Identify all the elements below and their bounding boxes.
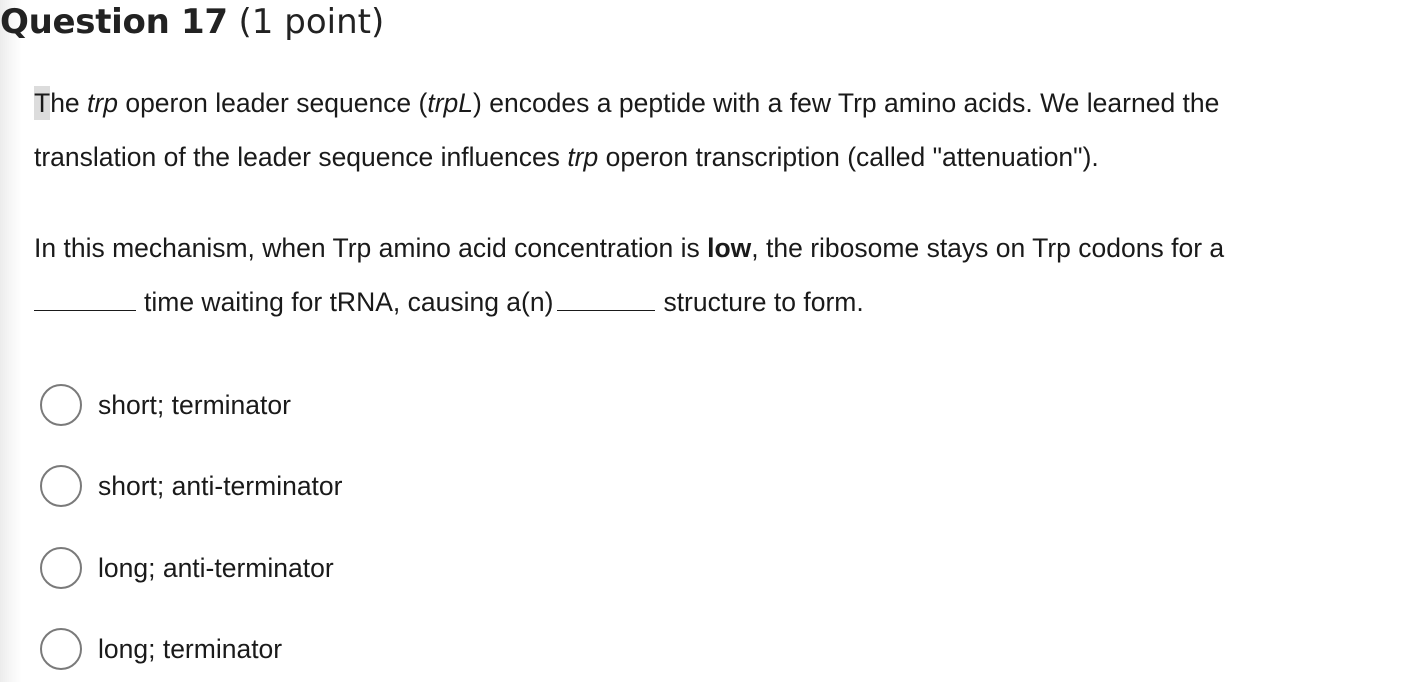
fill-in-blank-1	[34, 292, 136, 311]
text-run: operon transcription (called "attenuation").	[598, 142, 1099, 172]
paragraph-line	[34, 221, 1414, 275]
answer-option-label[interactable]: long; terminator	[98, 634, 283, 664]
text-cursor-highlight: T	[34, 88, 51, 118]
text-run: ) encodes a peptide with a few Trp amino acids. We learned the	[473, 88, 1220, 118]
paragraph-line	[34, 275, 1414, 329]
text-run: translation of the leader sequence influences	[34, 142, 568, 172]
text-run: , the ribosome stays on Trp codons for a	[751, 233, 1225, 263]
answer-option-1[interactable]	[40, 380, 291, 430]
text-run: he	[50, 88, 88, 118]
text-run: structure to form.	[663, 287, 864, 317]
gene-name-italic: trp	[567, 142, 599, 172]
gene-name-italic: trpL	[427, 88, 474, 118]
question-title: Question 17	[0, 2, 228, 42]
radio-button[interactable]	[40, 384, 82, 426]
answer-option-2[interactable]	[40, 461, 342, 511]
text-run: In this mechanism, when Trp amino acid concentration is	[34, 233, 708, 263]
text-run: time waiting for tRNA, causing a(n)	[144, 287, 554, 317]
gene-name-italic: trp	[87, 88, 118, 118]
fill-in-blank-2	[557, 292, 655, 311]
radio-button[interactable]	[40, 547, 82, 589]
paragraph-line	[34, 130, 1414, 184]
answer-option-4[interactable]	[40, 624, 282, 674]
radio-button[interactable]	[40, 465, 82, 507]
emphasis-bold: low	[707, 233, 752, 263]
answer-option-label[interactable]: long; anti-terminator	[98, 553, 334, 583]
question-points: (1 point)	[238, 2, 385, 42]
question-context-paragraph	[34, 76, 1414, 184]
text-run: operon leader sequence (	[117, 88, 428, 118]
answer-option-3[interactable]	[40, 543, 334, 593]
question-header	[0, 0, 384, 44]
answer-option-label[interactable]: short; anti-terminator	[98, 471, 343, 501]
paragraph-line	[34, 76, 1414, 130]
radio-button[interactable]	[40, 628, 82, 670]
question-prompt-paragraph	[34, 221, 1414, 329]
answer-option-label[interactable]: short; terminator	[98, 390, 291, 420]
